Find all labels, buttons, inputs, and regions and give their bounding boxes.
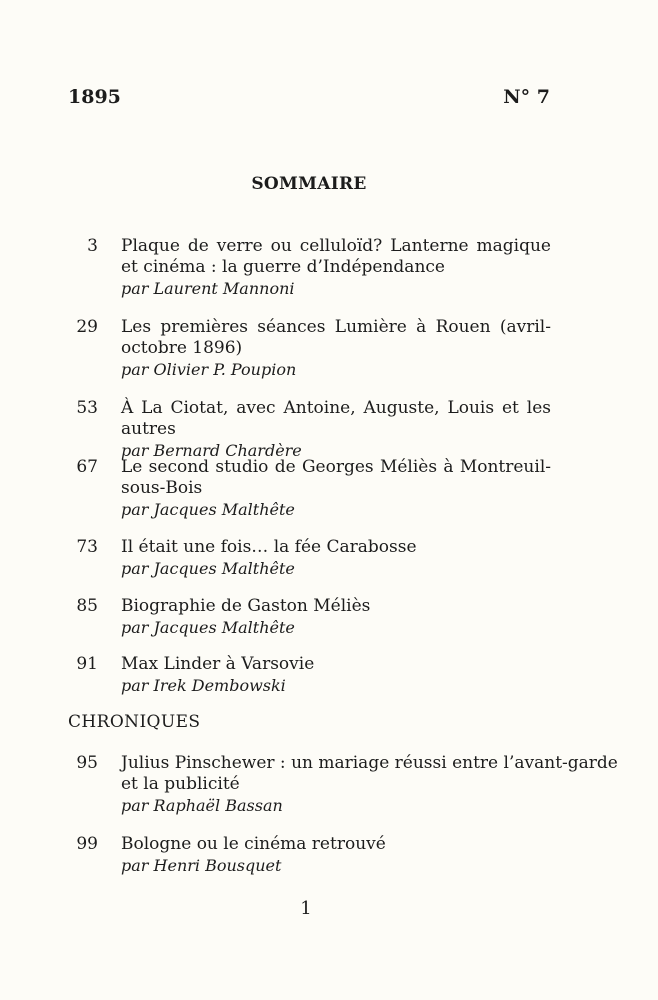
toc-article-title: Il était une fois… la fée Carabosse: [121, 537, 417, 557]
toc-article-title: Les premières séances Lumière à Rouen (avril-octobre 1896): [121, 317, 551, 358]
toc-entry-text: [121, 236, 551, 299]
toc-page-number: 73: [76, 537, 98, 557]
toc-article-title: Le second studio de Georges Méliès à Montreuil-sous-Bois: [121, 457, 551, 498]
toc-author: par Raphaël Bassan: [121, 796, 283, 815]
toc-entry-text: [121, 537, 551, 579]
toc-entry-text: [121, 834, 551, 876]
toc-entry-text: [121, 753, 618, 816]
toc-article-title: Bologne ou le cinéma retrouvé: [121, 834, 386, 854]
header-issue-number: N° 7: [503, 86, 550, 108]
toc-author: par Jacques Malthête: [121, 500, 295, 519]
page-title: SOMMAIRE: [251, 174, 367, 194]
toc-article-title: À La Ciotat, avec Antoine, Auguste, Louis et les autres: [121, 398, 551, 439]
toc-page-number: 3: [87, 236, 98, 256]
chroniques-heading: CHRONIQUES: [68, 712, 201, 732]
toc-article-title-continued: et la publicité: [121, 774, 240, 794]
toc-page-number: 53: [76, 398, 98, 418]
header-year: 1895: [68, 86, 121, 108]
toc-author: par Olivier P. Poupion: [121, 360, 297, 379]
toc-author: par Jacques Malthête: [121, 618, 295, 637]
toc-page-number: 29: [76, 317, 98, 337]
toc-page-number: 95: [76, 753, 98, 773]
toc-page-number: 91: [76, 654, 98, 674]
toc-author: par Henri Bousquet: [121, 856, 282, 875]
toc-page-number: 99: [76, 834, 98, 854]
toc-article-title: Biographie de Gaston Méliès: [121, 596, 371, 616]
toc-author: par Laurent Mannoni: [121, 279, 295, 298]
toc-page-number: 85: [76, 596, 98, 616]
toc-article-title: Julius Pinschewer : un mariage réussi entre l’avant-garde: [121, 753, 618, 773]
toc-entry-text: [121, 654, 551, 696]
page-folio-number: 1: [300, 898, 312, 919]
toc-entry-text: [121, 596, 551, 638]
toc-article-title: Plaque de verre ou celluloïd? Lanterne magique et cinéma : la guerre d’Indépendance: [121, 236, 551, 277]
toc-entry-text: [121, 317, 551, 380]
toc-page-number: 67: [76, 457, 98, 477]
toc-entry-text: [121, 457, 551, 520]
toc-article-title: Max Linder à Varsovie: [121, 654, 315, 674]
toc-author: par Irek Dembowski: [121, 676, 286, 695]
toc-author: par Jacques Malthête: [121, 559, 295, 578]
toc-entry-text: [121, 398, 551, 461]
toc-author: par Bernard Chardère: [121, 441, 302, 460]
